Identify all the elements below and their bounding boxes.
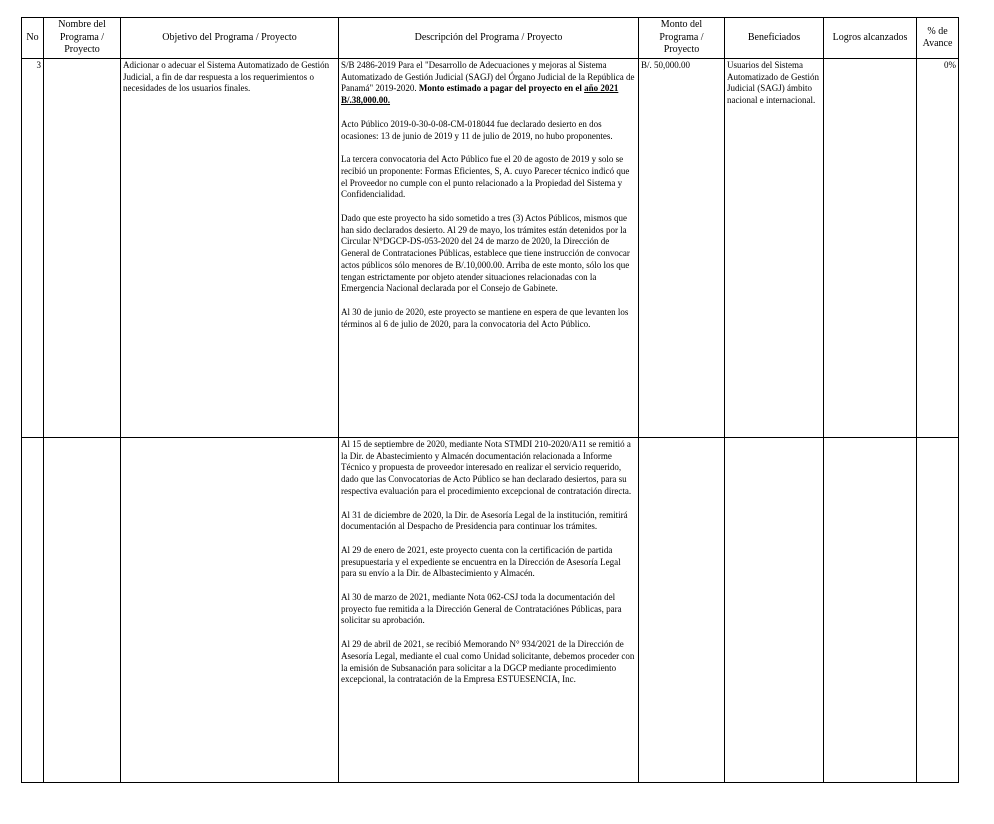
header-avance: % de Avance <box>917 18 959 59</box>
header-nombre: Nombre del Programa / Proyecto <box>44 18 121 59</box>
cell-no <box>22 438 44 783</box>
cell-monto: B/. 50,000.00 <box>639 59 725 438</box>
desc-paragraph: Acto Público 2019-0-30-0-08-CM-018044 fue declarado desierto en dos ocasiones: 13 de junio de 2019 y 11 de julio de 2019, no hubo proponentes. <box>341 118 613 141</box>
desc-paragraph: Al 31 de diciembre de 2020, la Dir. de Asesoría Legal de la institución, remitirá documentación al Despacho de Presidencia para continuar los trámites. <box>341 509 628 532</box>
header-logros: Logros alcanzados <box>824 18 917 59</box>
desc-paragraph <box>341 60 636 107</box>
cell-avance <box>917 438 959 783</box>
header-no: No <box>22 18 44 59</box>
desc-paragraph: Al 15 de septiembre de 2020, mediante Nota STMDI 210-2020/A11 se remitió a la Dir. de Abastecimiento y Almacén documentación relacionada a Informe Técnico y propuesta de proveedor interesado en realizar el servicio requerido, dado que las Convocatorias de Acto Público se han declarado desiertos, para su respectiva evaluación para el procedimiento excepcional de contratación directa. <box>341 439 632 496</box>
desc-paragraph: Al 30 de marzo de 2021, mediante Nota 062-CSJ toda la documentación del proyecto fue remitida a la Dirección General de Contrataciónes Públicas, para solicitar su aprobación. <box>341 592 622 626</box>
header-monto: Monto del Programa / Proyecto <box>639 18 725 59</box>
header-beneficiados: Beneficiados <box>725 18 824 59</box>
cell-descripcion <box>339 59 639 438</box>
cell-beneficiados: Usuarios del Sistema Automatizado de Gestión Judicial (SAGJ) ámbito nacional e internacional. <box>725 59 824 438</box>
cell-beneficiados <box>725 438 824 783</box>
desc-paragraph: Al 30 de junio de 2020, este proyecto se mantiene en espera de que levanten los términos al 6 de julio de 2020, para la convocatoria del Acto Público. <box>341 306 629 329</box>
cell-avance: 0% <box>917 59 959 438</box>
cell-descripcion <box>339 438 639 783</box>
desc-paragraph: Al 29 de abril de 2021, se recibió Memorando N° 934/2021 de la Dirección de Asesoría Legal, mediante el cual como Unidad solicitante, debemos proceder con la emisión de Subsanación para solicitar a la DGCP mediante procedimiento excepcional, la contratación de la Empresa ESTUESENCIA, Inc. <box>341 639 635 685</box>
desc-paragraph: La tercera convocatoria del Acto Público fue el 20 de agosto de 2019 y solo se recibió un proponente: Formas Eficientes, S, A. cuyo Parecer técnico indicó que el Proveedor no cumple con el punto relacionado a la Propiedad del Sistema y Confidencialidad. <box>341 154 630 200</box>
cell-nombre <box>44 59 121 438</box>
desc-paragraph: Al 29 de enero de 2021, este proyecto cuenta con la certificación de partida presupuestaria y el expediente se encuentra en la Dirección de Asesoría Legal para su envío a la Dir. de Albastecimiento y Almacén. <box>341 544 621 579</box>
cell-nombre <box>44 438 121 783</box>
cell-monto <box>639 438 725 783</box>
cell-logros <box>824 59 917 438</box>
desc-bold-text: Monto estimado a pagar del proyecto en el <box>418 83 585 94</box>
desc-bold-underline-text: año 2021 B/.38,000.00. <box>341 83 619 106</box>
header-objetivo: Objetivo del Programa / Proyecto <box>121 18 339 59</box>
program-table <box>21 17 959 783</box>
desc-paragraph: Dado que este proyecto ha sido sometido a tres (3) Actos Públicos, mismos que han sido declarados desierto. Al 29 de mayo, los trámites están detenidos por la Circular N°DGCP-DS-053-2020 del 24 de marzo de 2020, la Dirección de General de Contrataciones Públicas, establece que tiene instrucción de convocar actos públicos sólo menores de B/.10,000.00. Arriba de este monto, sólo los que tengan estrictamente por objeto atender situaciones relacionadas con la Emergencia Nacional declarada por el Consejo de Gabinete. <box>341 213 630 294</box>
header-row <box>22 18 959 59</box>
cell-objetivo: Adicionar o adecuar el Sistema Automatizado de Gestión Judicial, a fin de dar respuesta a los requerimientos o necesidades de los usuarios finales. <box>121 59 339 438</box>
header-descripcion: Descripción del Programa / Proyecto <box>339 18 639 59</box>
cell-no: 3 <box>22 59 44 438</box>
cell-logros <box>824 438 917 783</box>
table-row <box>22 59 959 438</box>
cell-objetivo <box>121 438 339 783</box>
table-row <box>22 438 959 783</box>
desc-text: S/B 2486-2019 Para el "Desarrollo de Adecuaciones y mejoras al Sistema Automatizado de Gestión Judicial (SAGJ) del Órgano Judicial de la República de Panamá" 2019-2020. <box>341 60 635 94</box>
